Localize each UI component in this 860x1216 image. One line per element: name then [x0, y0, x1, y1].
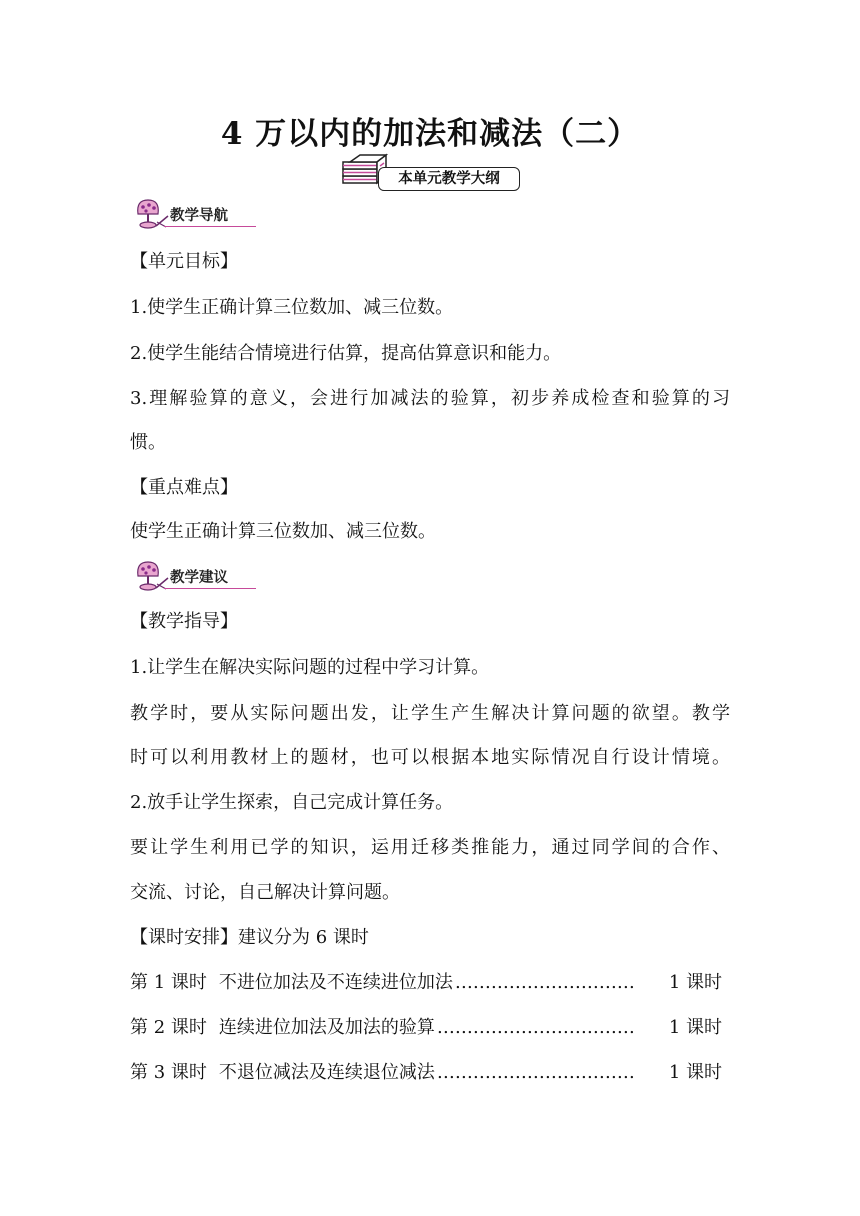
objective-item-continued: 惯。: [130, 432, 166, 453]
guidance-text: 教学时，要从实际问题出发，让学生产生解决计算问题的欲望。教学: [130, 703, 730, 724]
lesson-row: [130, 1061, 722, 1085]
schedule-line: [130, 926, 369, 950]
lesson-name: 不退位减法及连续退位减法: [218, 1062, 435, 1083]
section-label: 教学建议: [170, 570, 228, 586]
guidance-item: 1.让学生在解决实际问题的过程中学习计算。: [130, 657, 490, 678]
leader-dots: ……………………………: [436, 1062, 635, 1083]
objective-item: 2.使学生能结合情境进行估算，提高估算意识和能力。: [130, 343, 562, 364]
lesson-number: 第 2 课时: [130, 1017, 207, 1038]
guidance-text: 交流、讨论，自己解决计算问题。: [130, 882, 400, 903]
key-points-heading: 【重点难点】: [130, 477, 238, 498]
lesson-hours: 1 课时: [668, 1062, 722, 1083]
schedule-heading: 【课时安排】: [130, 927, 238, 948]
guidance-text: 时可以利用教材上的题材，也可以根据本地实际情况自行设计情境。: [130, 747, 730, 768]
lesson-number: 第 3 课时: [130, 1062, 207, 1083]
section-header-teaching-navigation: [130, 196, 270, 232]
objective-item: 3.理解验算的意义，会进行加减法的验算，初步养成检查和验算的习: [130, 388, 730, 409]
objective-item: 1.使学生正确计算三位数加、减三位数。: [130, 297, 454, 318]
unit-outline-banner: [340, 152, 522, 192]
section-underline: [164, 226, 256, 227]
page-title: 4 万以内的加法和减法（二）: [220, 116, 640, 152]
guidance-heading: 【教学指导】: [130, 611, 238, 632]
lesson-row: [130, 971, 722, 995]
lesson-name: 不进位加法及不连续进位加法: [218, 972, 453, 993]
section-underline: [164, 588, 256, 589]
banner-label: 本单元教学大纲: [378, 167, 520, 191]
lesson-number: 第 1 课时: [130, 972, 207, 993]
lesson-row: [130, 1016, 722, 1040]
section-header-teaching-suggestions: [130, 558, 270, 594]
objectives-heading: 【单元目标】: [130, 251, 238, 272]
leader-dots: …………………………: [454, 972, 635, 993]
section-label: 教学导航: [170, 208, 228, 224]
lesson-hours: 1 课时: [668, 1017, 722, 1038]
guidance-text: 要让学生利用已学的知识，运用迁移类推能力，通过同学间的合作、: [130, 837, 730, 858]
leader-dots: ……………………………: [436, 1017, 635, 1038]
key-points-text: 使学生正确计算三位数加、减三位数。: [130, 521, 436, 542]
lesson-hours: 1 课时: [668, 972, 722, 993]
guidance-item: 2.放手让学生探索，自己完成计算任务。: [130, 792, 454, 813]
schedule-note: 建议分为 6 课时: [238, 927, 369, 948]
lesson-name: 连续进位加法及加法的验算: [218, 1017, 435, 1038]
